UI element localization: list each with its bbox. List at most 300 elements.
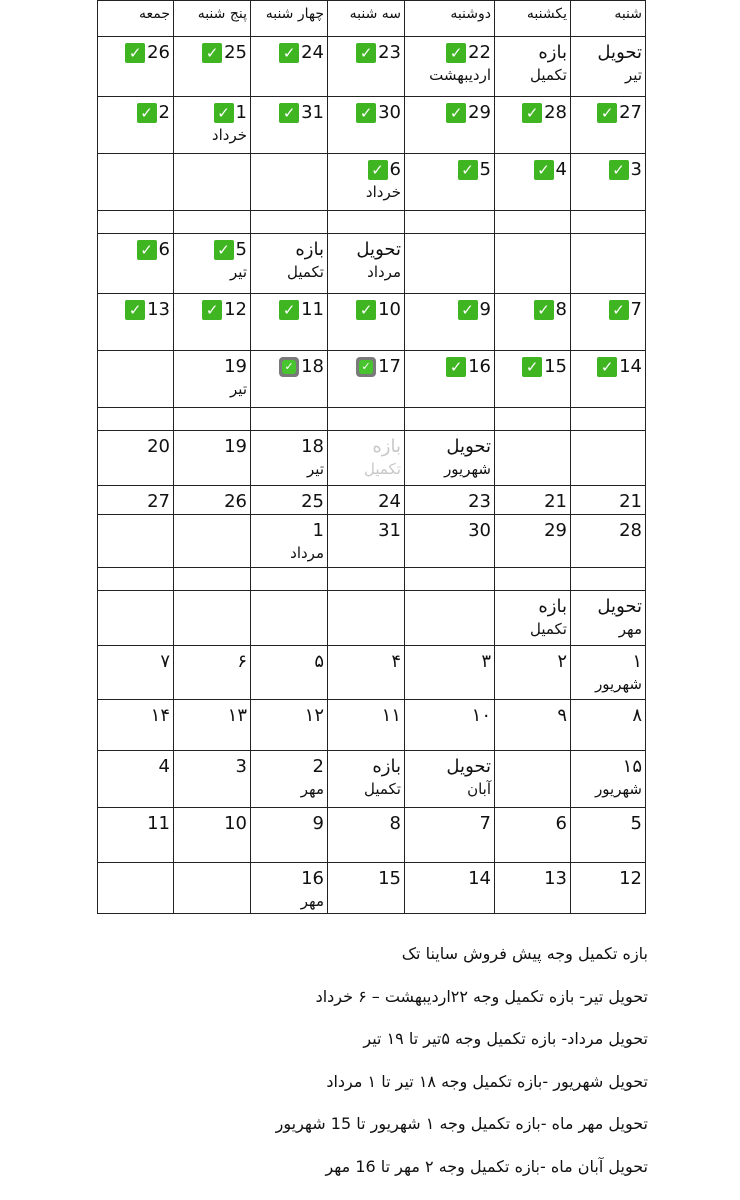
cell-content	[571, 751, 645, 799]
day-number: ۸	[632, 705, 642, 726]
cell-content	[328, 234, 404, 282]
cell-line	[101, 238, 170, 262]
day-number: 27	[619, 102, 642, 123]
calendar-cell	[405, 700, 495, 751]
calendar-cell	[495, 294, 571, 351]
day-number: ۱۴	[150, 705, 170, 726]
cell-line	[331, 650, 401, 674]
cell-content	[98, 351, 173, 355]
cell-line	[254, 41, 324, 65]
day-number: 29	[468, 102, 491, 123]
calendar-row	[98, 515, 646, 568]
calendar-cell	[328, 863, 405, 914]
day-number: 5	[630, 813, 642, 834]
cell-line	[254, 490, 324, 514]
cell-line	[408, 435, 491, 459]
day-number: 4	[158, 756, 170, 777]
cell-subtext: مهر	[300, 892, 324, 910]
calendar-cell	[328, 408, 405, 431]
cell-content	[98, 646, 173, 674]
calendar-cell	[328, 751, 405, 808]
cell-content	[495, 568, 570, 572]
calendar-cell	[495, 568, 571, 591]
cell-line	[574, 812, 642, 836]
cell-line	[177, 298, 247, 322]
cell-content	[495, 97, 570, 125]
cell-content	[98, 154, 173, 158]
cell-content	[571, 808, 645, 836]
calendar-cell	[98, 97, 174, 154]
calendar-cell	[328, 515, 405, 568]
cell-content	[571, 408, 645, 412]
day-number: 9	[479, 299, 491, 320]
calendar-cell	[174, 408, 251, 431]
cell-subtext: تکمیل	[529, 620, 567, 638]
check-icon: ✓	[279, 43, 299, 63]
cell-line	[331, 812, 401, 836]
cell-content	[174, 351, 250, 399]
cell-content	[174, 234, 250, 282]
cell-line	[177, 435, 247, 459]
calendar-cell	[495, 591, 571, 646]
calendar-cell	[98, 37, 174, 97]
cell-line	[498, 298, 567, 322]
cell-content	[174, 486, 250, 514]
cell-content	[328, 591, 404, 595]
cell-line	[177, 490, 247, 514]
day-number: 27	[147, 491, 170, 512]
calendar-cell	[98, 486, 174, 515]
day-number: 30	[468, 520, 491, 541]
cell-line	[177, 41, 247, 65]
cell-line	[177, 101, 247, 125]
calendar-cell	[495, 37, 571, 97]
cell-subtext: تیر	[625, 66, 642, 84]
cell-subtext: تیر	[307, 460, 324, 478]
calendar-cell	[328, 431, 405, 486]
cell-line	[574, 158, 642, 182]
cell-line	[408, 101, 491, 125]
calendar-cell	[98, 751, 174, 808]
day-number: ۱۳	[227, 705, 247, 726]
calendar-row	[98, 700, 646, 751]
calendar-cell	[251, 431, 328, 486]
day-number: تحویل	[597, 596, 642, 617]
calendar-cell	[98, 646, 174, 700]
cell-line	[177, 355, 247, 379]
cell-content	[174, 294, 250, 322]
cell-subtext: تیر	[230, 263, 247, 281]
cell-line	[254, 812, 324, 836]
cell-line	[498, 101, 567, 125]
calendar-cell	[251, 154, 328, 211]
cell-content	[405, 751, 494, 799]
cell-line	[574, 101, 642, 125]
cell-line	[408, 519, 491, 543]
weekday-header	[251, 1, 328, 37]
cell-content	[405, 515, 494, 543]
cell-content	[405, 408, 494, 412]
cell-content	[251, 700, 327, 728]
cell-content	[251, 154, 327, 158]
cell-line	[331, 490, 401, 514]
day-number: 24	[378, 491, 401, 512]
cell-content	[174, 431, 250, 459]
calendar-cell	[251, 808, 328, 863]
cell-content	[174, 37, 250, 65]
calendar-cell	[571, 646, 646, 700]
calendar-row	[98, 294, 646, 351]
check-icon: ✓	[125, 43, 145, 63]
day-number: بازه	[538, 596, 567, 617]
calendar-cell	[571, 37, 646, 97]
calendar-cell	[495, 700, 571, 751]
calendar-cell	[251, 234, 328, 294]
day-number: 7	[630, 299, 642, 320]
day-number: 8	[389, 813, 401, 834]
day-number: ۹	[557, 705, 567, 726]
check-icon: ✓	[458, 160, 478, 180]
calendar-cell	[174, 97, 251, 154]
calendar-cell	[405, 808, 495, 863]
calendar-cell	[251, 646, 328, 700]
check-icon: ✓	[356, 357, 376, 377]
cell-line	[177, 650, 247, 674]
cell-content	[328, 211, 404, 215]
day-number: 10	[224, 813, 247, 834]
day-number: ۱۰	[471, 705, 491, 726]
day-number: 5	[479, 159, 491, 180]
check-icon: ✓	[279, 300, 299, 320]
calendar-row	[98, 568, 646, 591]
calendar-cell	[495, 97, 571, 154]
day-number: ۳	[481, 651, 491, 672]
calendar-cell	[98, 863, 174, 914]
calendar-cell	[251, 211, 328, 234]
cell-content	[495, 154, 570, 182]
calendar-cell	[571, 408, 646, 431]
cell-content	[405, 808, 494, 836]
calendar-cell	[174, 751, 251, 808]
cell-content	[495, 294, 570, 322]
cell-line	[408, 298, 491, 322]
cell-content	[495, 808, 570, 836]
cell-line	[574, 704, 642, 728]
calendar-cell	[495, 154, 571, 211]
note-line: تحویل شهریور -بازه تکمیل وجه ۱۸ تیر تا ۱ مرداد	[326, 1071, 648, 1091]
day-number: 21	[619, 491, 642, 512]
check-icon: ✓	[356, 43, 376, 63]
cell-subtext: تکمیل	[363, 460, 401, 478]
calendar-cell	[571, 351, 646, 408]
check-icon: ✓	[202, 43, 222, 63]
weekday-label: یکشنبه	[526, 6, 567, 22]
day-number: 28	[619, 520, 642, 541]
day-number: 13	[147, 299, 170, 320]
cell-subtext: تکمیل	[529, 66, 567, 84]
calendar-row	[98, 591, 646, 646]
calendar-cell	[571, 568, 646, 591]
check-icon: ✓	[597, 357, 617, 377]
cell-content	[251, 646, 327, 674]
calendar-cell	[571, 808, 646, 863]
calendar-cell	[251, 294, 328, 351]
cell-content	[495, 351, 570, 379]
check-icon: ✓	[356, 300, 376, 320]
cell-line	[254, 435, 324, 459]
check-icon: ✓	[534, 300, 554, 320]
day-number: بازه	[372, 436, 401, 457]
cell-subtext: مرداد	[367, 263, 401, 281]
cell-line	[408, 650, 491, 674]
cell-content	[174, 863, 250, 867]
cell-content	[251, 351, 327, 379]
cell-line	[101, 490, 170, 514]
cell-content	[174, 568, 250, 572]
day-number: 17	[378, 356, 401, 377]
calendar-cell	[495, 808, 571, 863]
check-icon: ✓	[522, 357, 542, 377]
check-icon: ✓	[137, 240, 157, 260]
weekday-header	[174, 1, 251, 37]
cell-content	[251, 863, 327, 911]
day-number: 26	[147, 42, 170, 63]
calendar-cell	[405, 646, 495, 700]
calendar-cell	[405, 431, 495, 486]
cell-content	[98, 97, 173, 125]
cell-line	[408, 490, 491, 514]
calendar-cell	[174, 515, 251, 568]
check-icon: ✓	[214, 103, 234, 123]
cell-line	[408, 704, 491, 728]
calendar-cell	[98, 234, 174, 294]
calendar-cell	[174, 294, 251, 351]
calendar-row	[98, 863, 646, 914]
cell-content	[98, 808, 173, 836]
cell-subtext: خرداد	[211, 126, 247, 144]
cell-line	[331, 158, 401, 182]
cell-line	[574, 755, 642, 779]
cell-content	[174, 154, 250, 158]
note-line: تحویل مرداد- بازه تکمیل وجه ۵تیر تا ۱۹ تیر	[363, 1029, 648, 1048]
cell-line	[498, 158, 567, 182]
cell-line	[574, 298, 642, 322]
cell-content	[174, 646, 250, 674]
calendar-cell	[98, 154, 174, 211]
calendar-cell	[571, 97, 646, 154]
day-number: 1	[312, 520, 324, 541]
calendar-cell	[328, 37, 405, 97]
day-number: ۷	[160, 651, 170, 672]
cell-content	[328, 751, 404, 799]
cell-content	[328, 700, 404, 728]
cell-content	[98, 568, 173, 572]
day-number: 18	[301, 356, 324, 377]
cell-line	[498, 650, 567, 674]
weekday-header	[405, 1, 495, 37]
cell-content	[571, 294, 645, 322]
weekday-header	[571, 1, 646, 37]
cell-subtext: تیر	[230, 380, 247, 398]
note-line: تحویل مهر ماه -بازه تکمیل وجه ۱ شهریور تا 15 شهریور	[275, 1114, 648, 1133]
notes-title: بازه تکمیل وجه پیش فروش ساینا تک	[401, 944, 648, 963]
cell-content	[328, 154, 404, 202]
cell-line	[101, 704, 170, 728]
calendar-cell	[405, 591, 495, 646]
calendar-cell	[571, 591, 646, 646]
cell-content	[571, 234, 645, 238]
calendar-cell	[174, 700, 251, 751]
day-number: 16	[301, 868, 324, 889]
check-icon: ✓	[609, 160, 629, 180]
day-number: 16	[468, 356, 491, 377]
day-number: 2	[312, 756, 324, 777]
calendar-cell	[174, 431, 251, 486]
cell-content	[495, 646, 570, 674]
cell-content	[495, 211, 570, 215]
calendar-cell	[571, 294, 646, 351]
day-number: 31	[378, 520, 401, 541]
calendar-row	[98, 37, 646, 97]
notes-section	[88, 944, 648, 1199]
cell-content	[405, 431, 494, 479]
cell-content	[328, 431, 404, 479]
cell-content	[174, 515, 250, 519]
cell-content	[495, 37, 570, 85]
cell-content	[495, 591, 570, 639]
calendar-cell	[405, 154, 495, 211]
cell-content	[98, 863, 173, 867]
check-icon: ✓	[446, 103, 466, 123]
cell-content	[495, 234, 570, 238]
calendar-cell	[495, 646, 571, 700]
calendar-cell	[571, 431, 646, 486]
cell-content	[495, 431, 570, 435]
cell-line	[498, 490, 567, 514]
cell-content	[571, 37, 645, 85]
cell-content	[571, 591, 645, 639]
calendar-cell	[174, 863, 251, 914]
weekday-header	[328, 1, 405, 37]
day-number: ۲	[557, 651, 567, 672]
cell-line	[498, 704, 567, 728]
day-number: 13	[544, 868, 567, 889]
calendar-row	[98, 408, 646, 431]
calendar-row	[98, 234, 646, 294]
cell-line	[498, 355, 567, 379]
calendar-cell	[251, 37, 328, 97]
check-icon: ✓	[279, 103, 299, 123]
day-number: 10	[378, 299, 401, 320]
day-number: 25	[224, 42, 247, 63]
check-icon: ✓	[522, 103, 542, 123]
calendar-cell	[174, 211, 251, 234]
cell-content	[251, 568, 327, 572]
calendar-cell	[98, 431, 174, 486]
calendar-cell	[328, 646, 405, 700]
calendar-cell	[251, 515, 328, 568]
calendar-cell	[328, 700, 405, 751]
cell-line	[254, 101, 324, 125]
cell-content	[98, 751, 173, 779]
weekday-label: جمعه	[138, 6, 170, 22]
calendar-cell	[98, 351, 174, 408]
cell-line	[331, 867, 401, 891]
calendar-row	[98, 211, 646, 234]
weekday-header	[495, 1, 571, 37]
cell-content	[98, 431, 173, 459]
cell-line	[498, 595, 567, 619]
check-icon: ✓	[279, 357, 299, 377]
cell-content	[495, 700, 570, 728]
calendar-cell	[571, 234, 646, 294]
calendar-row	[98, 97, 646, 154]
day-number: 30	[378, 102, 401, 123]
day-number: 23	[468, 491, 491, 512]
calendar-cell	[571, 863, 646, 914]
calendar-cell	[98, 700, 174, 751]
cell-content	[328, 97, 404, 125]
calendar-cell	[251, 568, 328, 591]
day-number: 3	[630, 159, 642, 180]
cell-content	[328, 486, 404, 514]
cell-line	[408, 755, 491, 779]
cell-content	[98, 211, 173, 215]
calendar-cell	[174, 808, 251, 863]
cell-content	[251, 808, 327, 836]
day-number: 15	[544, 356, 567, 377]
cell-line	[254, 238, 324, 262]
cell-content	[251, 37, 327, 65]
check-icon: ✓	[609, 300, 629, 320]
calendar-cell	[495, 351, 571, 408]
calendar-cell	[251, 591, 328, 646]
cell-line	[331, 435, 401, 459]
cell-content	[571, 431, 645, 435]
cell-subtext: مهر	[618, 620, 642, 638]
day-number: 5	[235, 239, 247, 260]
cell-content	[571, 515, 645, 543]
calendar-cell	[251, 863, 328, 914]
cell-content	[251, 431, 327, 479]
day-number: 8	[555, 299, 567, 320]
cell-content	[328, 808, 404, 836]
day-number: ۶	[237, 651, 247, 672]
calendar-cell	[174, 37, 251, 97]
day-number: تحویل	[597, 42, 642, 63]
cell-content	[251, 408, 327, 412]
cell-content	[174, 808, 250, 836]
day-number: 15	[378, 868, 401, 889]
calendar-cell	[571, 751, 646, 808]
calendar-row	[98, 808, 646, 863]
day-number: 19	[224, 436, 247, 457]
day-number: 6	[555, 813, 567, 834]
cell-content	[405, 591, 494, 595]
cell-line	[408, 867, 491, 891]
day-number: 6	[389, 159, 401, 180]
cell-content	[405, 863, 494, 891]
cell-content	[405, 37, 494, 85]
cell-content	[405, 646, 494, 674]
cell-content	[495, 515, 570, 543]
cell-line	[574, 490, 642, 514]
day-number: 14	[468, 868, 491, 889]
cell-content	[328, 568, 404, 572]
calendar-cell	[98, 568, 174, 591]
day-number: 23	[378, 42, 401, 63]
cell-line	[331, 704, 401, 728]
